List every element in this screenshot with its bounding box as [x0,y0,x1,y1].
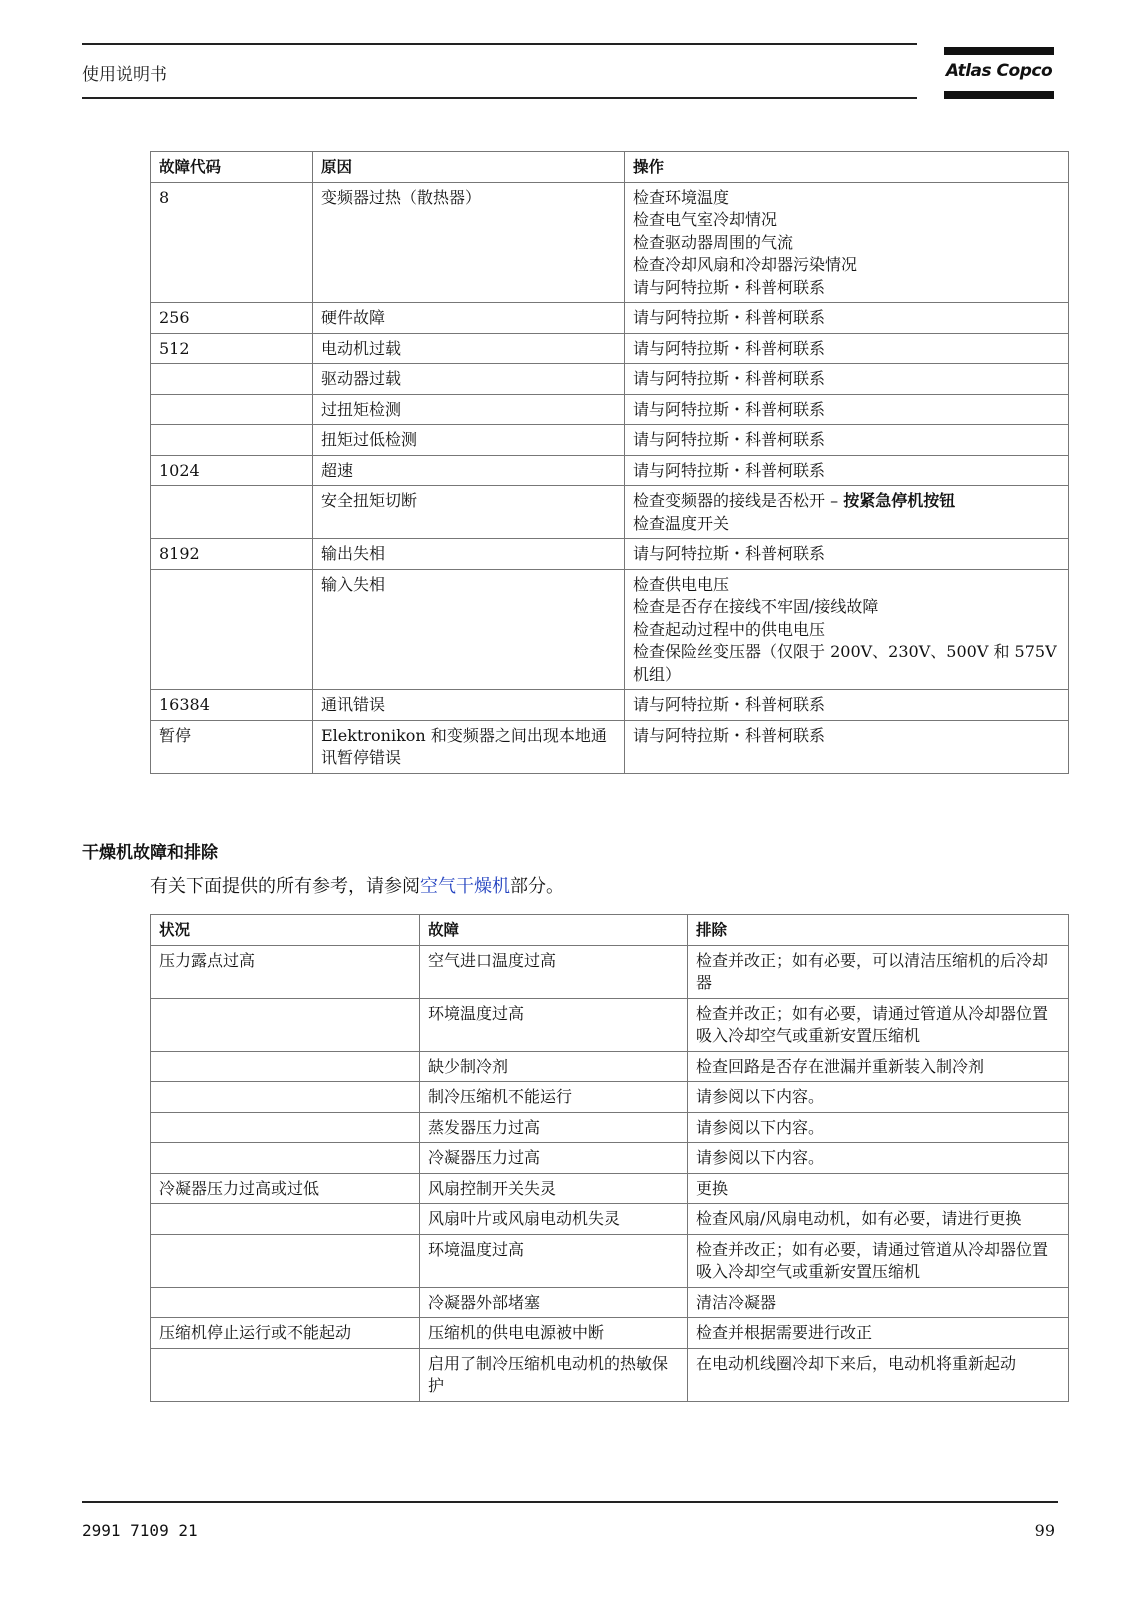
dryer-condition-cell [151,1082,420,1113]
dryer-remedy-cell: 请参阅以下内容。 [688,1143,1069,1174]
fault-cause-line: 硬件故障 [321,308,386,327]
fault-action-cell [625,182,1069,303]
dryer-remedy-cell: 检查并根据需要进行改正 [688,1318,1069,1349]
dryer-remedy-cell: 检查并改正；如有必要，可以清洁压缩机的后冷却器 [688,945,1069,998]
fault-cause-line: 过扭矩检测 [321,399,402,419]
table-row [151,455,1069,486]
emergency-stop-instruction: 按紧急停机按钮 [843,491,956,510]
dryer-fault-cell: 环境温度过高 [420,998,688,1051]
fault-action-line: 请与阿特拉斯・科普柯联系 [633,725,826,745]
dryer-remedy-cell: 清洁冷凝器 [688,1287,1069,1318]
dryer-condition-cell [151,1348,420,1401]
fault-action-text: 检查变频器的接线是否松开 – [633,491,844,510]
atlas-copco-logo [944,47,1054,101]
fault-action-line: 请与阿特拉斯・科普柯联系 [633,308,826,327]
logo-top-bar [944,47,1054,55]
logo-wordmark: Atlas Copco [945,61,1053,81]
table-row [151,1082,1069,1113]
fault-cause-cell [313,720,625,773]
table-row [151,720,1069,773]
fault-action-line: 检查保险丝变压器（仅限于 200V、230V、500V 和 575V 机组） [633,642,1057,684]
dryer-fault-cell: 风扇叶片或风扇电动机失灵 [420,1204,688,1235]
fault-cause-cell [313,394,625,425]
fault-action-line: 检查是否存在接线不牢固/接线故障 [633,597,879,616]
dryer-condition-cell: 压缩机停止运行或不能起动 [151,1318,420,1349]
header-bottom-rule [82,97,917,99]
header-cause: 原因 [313,152,625,183]
fault-code-cell [151,539,313,570]
dryer-condition-cell [151,1204,420,1235]
dryer-fault-cell: 环境温度过高 [420,1234,688,1287]
fault-code-cell [151,455,313,486]
fault-action-cell [625,486,1069,539]
fault-cause-line: 输出失相 [321,544,386,563]
dryer-remedy-cell: 检查风扇/风扇电动机，如有必要，请进行更换 [688,1204,1069,1235]
fault-action-cell [625,455,1069,486]
dryer-fault-cell: 冷凝器外部堵塞 [420,1287,688,1318]
fault-action-line: 检查温度开关 [633,513,730,533]
dryer-fault-cell: 缺少制冷剂 [420,1051,688,1082]
fault-action-line: 检查电气室冷却情况 [633,210,778,229]
header-title: 使用说明书 [82,65,167,85]
fault-code-line: 256 [159,308,190,327]
dryer-remedy-cell: 请参阅以下内容。 [688,1082,1069,1113]
table-row [151,364,1069,395]
header-condition: 状况 [151,915,420,946]
dryer-fault-cell: 冷凝器压力过高 [420,1143,688,1174]
header-top-rule [82,43,917,45]
fault-code-cell [151,569,313,690]
fault-action-line: 请与阿特拉斯・科普柯联系 [633,695,826,714]
fault-code-table [150,151,1069,774]
air-dryer-link[interactable]: 空气干燥机 [420,876,510,897]
fault-code-line: 1024 [159,460,200,480]
page-number: 99 [1034,1521,1055,1540]
table-row [151,1318,1069,1349]
fault-action-line [633,490,1060,513]
fault-action-line: 检查起动过程中的供电电压 [633,619,826,639]
fault-code-line: 512 [159,338,190,358]
dryer-fault-cell: 空气进口温度过高 [420,945,688,998]
fault-action-cell [625,720,1069,773]
dryer-fault-cell: 蒸发器压力过高 [420,1112,688,1143]
fault-action-line: 检查冷却风扇和冷却器污染情况 [633,255,858,274]
dryer-remedy-cell: 在电动机线圈冷却下来后，电动机将重新起动 [688,1348,1069,1401]
table-row [151,394,1069,425]
dryer-section-intro [150,872,564,898]
dryer-condition-cell [151,1112,420,1143]
fault-action-line: 请与阿特拉斯・科普柯联系 [633,544,826,563]
dryer-fault-table [150,914,1069,1402]
fault-code-cell [151,720,313,773]
fault-cause-cell [313,455,625,486]
fault-cause-cell [313,425,625,456]
table-row [151,1234,1069,1287]
dryer-remedy-cell: 检查回路是否存在泄漏并重新装入制冷剂 [688,1051,1069,1082]
table-row [151,998,1069,1051]
fault-cause-line: 通讯错误 [321,695,386,714]
dryer-remedy-cell: 请参阅以下内容。 [688,1112,1069,1143]
dryer-condition-cell [151,1287,420,1318]
table-row [151,182,1069,303]
table-row [151,1204,1069,1235]
logo-bottom-bar [944,91,1054,99]
document-number: 2991 7109 21 [82,1521,198,1540]
fault-action-line: 请与阿特拉斯・科普柯联系 [633,399,826,419]
dryer-fault-cell: 启用了制冷压缩机电动机的热敏保护 [420,1348,688,1401]
dryer-condition-cell [151,1234,420,1287]
dryer-table-header-row [151,915,1069,946]
table-row [151,1287,1069,1318]
fault-action-cell [625,539,1069,570]
table-row [151,690,1069,721]
fault-code-cell [151,303,313,334]
fault-cause-cell [313,486,625,539]
fault-cause-cell [313,539,625,570]
fault-cause-line: 变频器过热（散热器） [321,187,482,207]
table-row [151,945,1069,998]
fault-action-line: 检查环境温度 [633,187,730,207]
fault-code-cell [151,690,313,721]
fault-action-cell [625,425,1069,456]
fault-cause-cell [313,569,625,690]
dryer-fault-cell: 制冷压缩机不能运行 [420,1082,688,1113]
header-remedy: 排除 [688,915,1069,946]
table-row [151,425,1069,456]
header-fault-code: 故障代码 [151,152,313,183]
table-row [151,539,1069,570]
table-row [151,569,1069,690]
fault-action-cell [625,690,1069,721]
dryer-fault-cell: 风扇控制开关失灵 [420,1173,688,1204]
table-row [151,1348,1069,1401]
fault-cause-cell [313,303,625,334]
fault-code-line: 16384 [159,695,210,714]
dryer-section-heading: 干燥机故障和排除 [82,843,218,863]
fault-action-line: 请与阿特拉斯・科普柯联系 [633,369,826,388]
table-row [151,1112,1069,1143]
fault-cause-cell [313,182,625,303]
intro-text-after: 部分。 [510,876,564,897]
fault-code-line: 暂停 [159,725,192,745]
dryer-remedy-cell: 更换 [688,1173,1069,1204]
table-row [151,486,1069,539]
fault-action-line: 请与阿特拉斯・科普柯联系 [633,338,826,358]
dryer-condition-cell [151,998,420,1051]
header-action: 操作 [625,152,1069,183]
fault-cause-line: 安全扭矩切断 [321,491,418,510]
fault-action-line: 检查驱动器周围的气流 [633,232,794,252]
fault-code-line: 8192 [159,544,200,563]
table-row [151,1143,1069,1174]
fault-code-cell [151,182,313,303]
dryer-condition-cell: 压力露点过高 [151,945,420,998]
dryer-remedy-cell: 检查并改正；如有必要，请通过管道从冷却器位置吸入冷却空气或重新安置压缩机 [688,998,1069,1051]
fault-action-line: 请与阿特拉斯・科普柯联系 [633,277,826,297]
fault-code-cell [151,486,313,539]
dryer-condition-cell [151,1051,420,1082]
fault-code-line: 8 [159,187,170,207]
fault-cause-line: 电动机过载 [321,338,402,358]
fault-code-cell [151,425,313,456]
fault-action-line: 请与阿特拉斯・科普柯联系 [633,460,826,480]
dryer-condition-cell [151,1143,420,1174]
dryer-condition-cell: 冷凝器压力过高或过低 [151,1173,420,1204]
fault-action-line: 请与阿特拉斯・科普柯联系 [633,430,826,449]
fault-cause-line: Elektronikon 和变频器之间出现本地通讯暂停错误 [321,725,607,767]
fault-action-cell [625,394,1069,425]
table-row [151,333,1069,364]
table-row [151,303,1069,334]
fault-action-line: 检查供电电压 [633,574,730,594]
fault-cause-cell [313,364,625,395]
table-row [151,1051,1069,1082]
header-fault: 故障 [420,915,688,946]
fault-code-cell [151,364,313,395]
fault-action-cell [625,333,1069,364]
fault-action-cell [625,364,1069,395]
fault-cause-cell [313,333,625,364]
footer-rule [82,1501,1058,1503]
fault-cause-line: 扭矩过低检测 [321,430,418,449]
fault-cause-line: 驱动器过载 [321,369,402,388]
fault-action-cell [625,303,1069,334]
fault-cause-line: 输入失相 [321,574,386,594]
intro-text-before: 有关下面提供的所有参考，请参阅 [150,876,420,897]
fault-action-cell [625,569,1069,690]
dryer-fault-cell: 压缩机的供电电源被中断 [420,1318,688,1349]
dryer-remedy-cell: 检查并改正；如有必要，请通过管道从冷却器位置吸入冷却空气或重新安置压缩机 [688,1234,1069,1287]
fault-code-cell [151,394,313,425]
fault-table-header-row [151,152,1069,183]
fault-cause-cell [313,690,625,721]
fault-cause-line: 超速 [321,460,354,480]
fault-code-cell [151,333,313,364]
table-row [151,1173,1069,1204]
